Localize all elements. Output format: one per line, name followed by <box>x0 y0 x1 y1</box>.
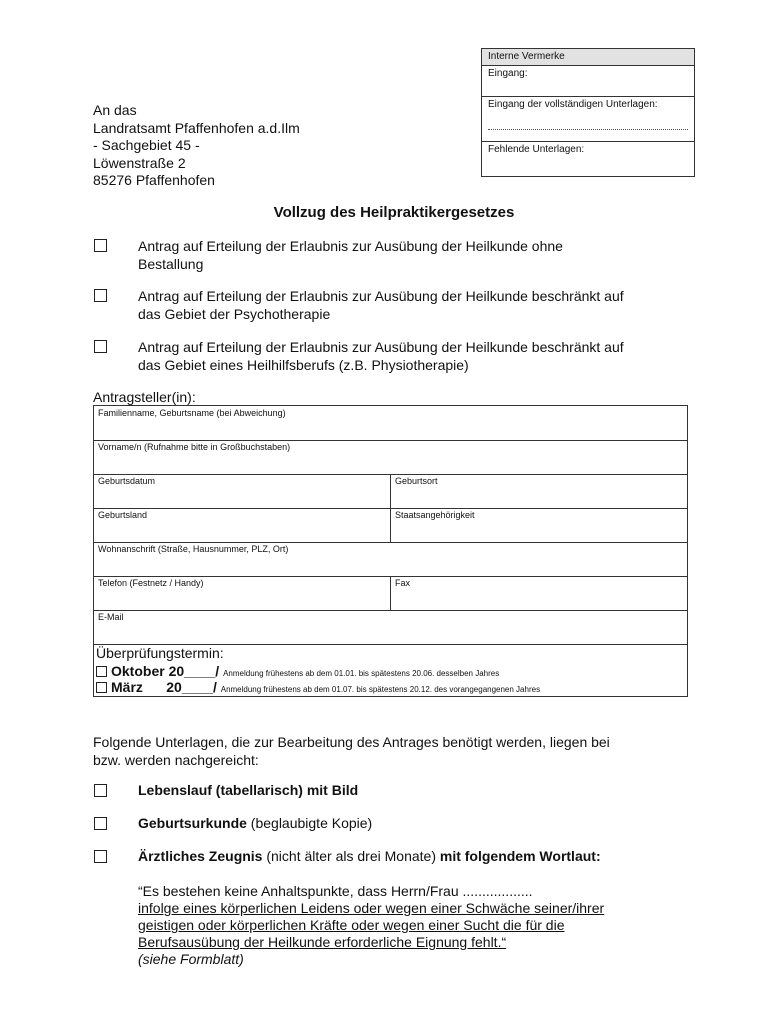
required-wording-quote <box>138 883 698 968</box>
internal-notes-header: Interne Vermerke <box>482 49 694 66</box>
field-label: Geburtsort <box>395 476 438 486</box>
cv-checkbox[interactable] <box>94 784 107 797</box>
option-text: das Gebiet der Psychotherapie <box>138 306 331 322</box>
option-text: Antrag auf Erteilung der Erlaubnis zur Ausübung der Heilkunde beschränkt auf <box>138 288 624 304</box>
quote-line: infolge eines körperlichen Leidens oder wegen einer Schwäche seiner/ihrer <box>138 900 605 916</box>
nationality-field[interactable] <box>391 508 688 542</box>
home-address-field[interactable] <box>94 542 687 576</box>
intro-text: bzw. werden nachgereicht: <box>93 752 259 768</box>
option-checkbox-without-appointment[interactable] <box>94 239 107 252</box>
option-checkbox-physiotherapy[interactable] <box>94 340 107 353</box>
review-march-checkbox[interactable] <box>96 682 107 693</box>
applicant-label: Antragsteller(in): <box>93 389 196 405</box>
form-reference: (siehe Formblatt) <box>138 951 244 967</box>
birth-country-field[interactable] <box>94 508 390 542</box>
option-text: das Gebiet eines Heilhilfsberufs (z.B. Physiotherapie) <box>138 357 469 373</box>
birth-place-field[interactable] <box>391 474 688 508</box>
review-october <box>96 663 499 679</box>
recipient-address <box>93 102 300 190</box>
document-title: Vollzug des Heilpraktikergesetzes <box>273 204 515 221</box>
field-label: Fax <box>395 578 411 588</box>
received-complete-field[interactable] <box>482 97 694 142</box>
review-october-checkbox[interactable] <box>96 666 107 677</box>
column-divider <box>390 474 391 542</box>
medical-certificate-note: (nicht älter als drei Monate) <box>262 848 440 864</box>
option-without-appointment <box>138 237 698 273</box>
address-line: - Sachgebiet 45 - <box>93 137 200 153</box>
field-label: E-Mail <box>98 612 124 622</box>
birth-certificate-note: (beglaubigte Kopie) <box>246 815 373 831</box>
field-label: Wohnanschrift (Straße, Hausnummer, PLZ, Ort) <box>98 544 289 554</box>
quote-line: “Es bestehen keine Anhaltspunkte, dass Herrn/Frau .................. <box>138 883 533 899</box>
option-text: Antrag auf Erteilung der Erlaubnis zur Ausübung der Heilkunde ohne <box>138 238 563 254</box>
field-label: Telefon (Festnetz / Handy) <box>98 578 204 588</box>
medical-certificate-label <box>138 848 601 864</box>
email-field[interactable] <box>94 610 687 644</box>
medical-certificate-bold: Ärztliches Zeugnis <box>138 848 263 864</box>
received-field[interactable]: Eingang: <box>482 66 694 97</box>
review-date-title: Überprüfungstermin: <box>96 645 224 661</box>
cv-label: Lebenslauf (tabellarisch) mit Bild <box>138 782 359 798</box>
option-physiotherapy <box>138 338 698 374</box>
received-complete-label: Eingang der vollständigen Unterlagen: <box>488 99 658 110</box>
option-checkbox-psychotherapy[interactable] <box>94 289 107 302</box>
dotted-line <box>488 129 688 130</box>
option-psychotherapy <box>138 287 698 323</box>
address-line: An das <box>93 102 137 118</box>
field-label: Staatsangehörigkeit <box>395 510 475 520</box>
intro-text: Folgende Unterlagen, die zur Bearbeitung des Antrages benötigt werden, liegen bei <box>93 734 610 750</box>
quote-line: Berufsausübung der Heilkunde erforderliche Eignung fehlt.“ <box>138 934 507 950</box>
column-divider <box>390 576 391 610</box>
review-march-note: Anmeldung frühestens ab dem 01.07. bis spätestens 20.12. des vorangegangenen Jahres <box>220 685 541 694</box>
option-text: Antrag auf Erteilung der Erlaubnis zur Ausübung der Heilkunde beschränkt auf <box>138 339 624 355</box>
family-name-field[interactable] <box>94 406 687 440</box>
review-march-label: März 20____/ <box>111 679 217 695</box>
review-october-note: Anmeldung frühestens ab dem 01.01. bis spätestens 20.06. desselben Jahres <box>223 669 500 678</box>
field-label: Vorname/n (Rufnahme bitte in Großbuchstaben) <box>98 442 291 452</box>
documents-intro <box>93 733 683 769</box>
missing-documents-field[interactable]: Fehlende Unterlagen: <box>488 144 585 155</box>
option-text: Bestallung <box>138 256 204 272</box>
address-line: Landratsamt Pfaffenhofen a.d.Ilm <box>93 119 300 136</box>
birth-certificate-bold: Geburtsurkunde <box>138 815 247 831</box>
birth-certificate-label <box>138 815 372 831</box>
field-label: Familienname, Geburtsname (bei Abweichung) <box>98 408 286 418</box>
birth-date-field[interactable] <box>94 474 390 508</box>
review-october-label: Oktober 20____/ <box>111 663 220 679</box>
review-march <box>96 679 540 695</box>
quote-line: geistigen oder körperlichen Kräfte oder wegen einer Sucht die für die <box>138 917 565 933</box>
phone-field[interactable] <box>94 576 390 610</box>
internal-notes-box <box>481 48 695 177</box>
first-name-field[interactable] <box>94 440 687 474</box>
field-label: Geburtsdatum <box>98 476 156 486</box>
birth-certificate-checkbox[interactable] <box>94 817 107 830</box>
field-label: Geburtsland <box>98 510 148 520</box>
address-line: 85276 Pfaffenhofen <box>93 172 215 188</box>
medical-certificate-checkbox[interactable] <box>94 850 107 863</box>
fax-field[interactable] <box>391 576 688 610</box>
medical-certificate-wording: mit folgendem Wortlaut: <box>439 848 601 864</box>
address-line: Löwenstraße 2 <box>93 154 186 171</box>
